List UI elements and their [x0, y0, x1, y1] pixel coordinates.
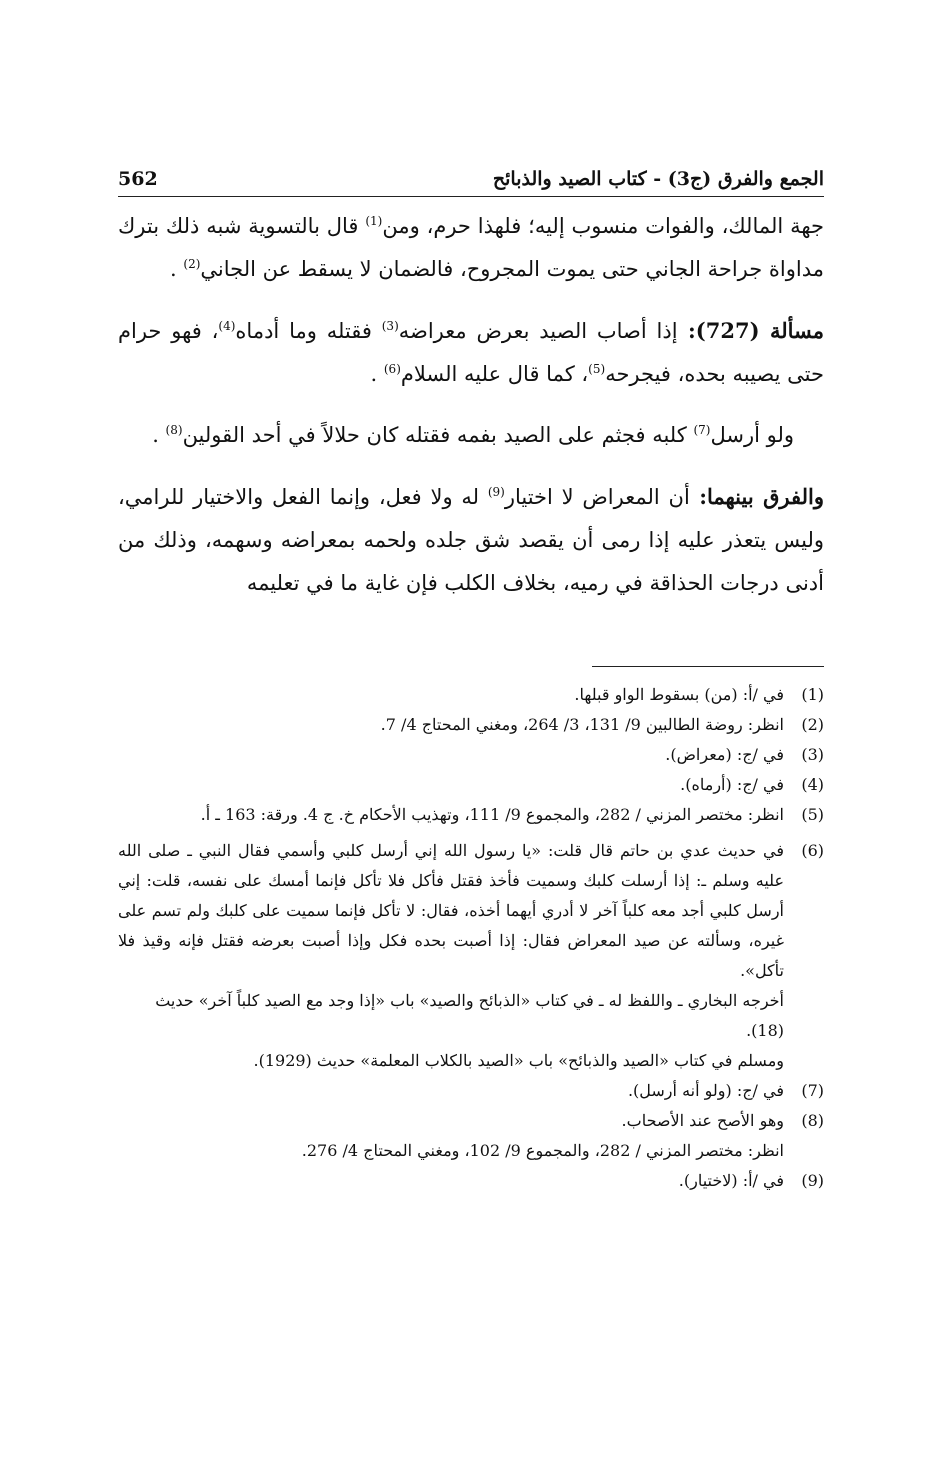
issue-heading: مسألة (727):: [677, 318, 824, 343]
footnote-number: (6): [801, 841, 824, 860]
footnote-text: في /أ: (من) بسقوط الواو قبلها.: [574, 685, 784, 704]
running-header: [118, 150, 824, 190]
footnote-number: (5): [801, 805, 824, 824]
paragraph: [118, 414, 824, 457]
footnote-text: في /ج: (أرماه).: [680, 775, 784, 794]
footnote-number: (2): [801, 715, 824, 734]
text-run: ، فهو حرام حتى يصيبه بحده، فيجرحه: [118, 319, 824, 386]
footnote-number: (3): [801, 745, 824, 764]
footnote: [118, 1106, 824, 1136]
footnote-text: في /ج: (ولو أنه أرسل).: [627, 1081, 784, 1100]
footnote-marker: (9): [487, 485, 505, 499]
running-title: الجمع والفرق (ج3) - كتاب الصيد والذبائح: [492, 168, 824, 190]
paragraph: [118, 475, 824, 605]
footnote-continuation: انظر: مختصر المزني / 282، والمجموع 9/ 102، ومغني المحتاج 4/ 276.: [301, 1141, 784, 1160]
footnote-continuation: ومسلم في كتاب «الصيد والذبائح» باب «الصيد بالكلاب المعلمة» حديث (1929).: [253, 1051, 784, 1070]
text-run: أن المعراض لا اختيار: [504, 485, 690, 509]
footnote-text: وهو الأصح عند الأصحاب.: [621, 1111, 784, 1130]
footnote-number: (9): [801, 1171, 824, 1190]
footnote: [118, 770, 824, 800]
footnote-text: في /أ: (لاختيار).: [678, 1171, 784, 1190]
text-run: .: [370, 362, 384, 386]
page-number: 562: [118, 168, 158, 190]
footnote-text: في حديث عدي بن حاتم قال قلت: «يا رسول الله إني أرسل كلبي وأسمي فقال النبي ـ صلى الله عليه وسلم ـ: إذا أرسلت كلبك وسميت فأخذ فقتل فأكل فلا تأكل فإنما أمسك على نفسه، قلت: إني أرسل كلبي أجد معه كلباً آخر لا أدري أيهما أخذه، فقال: لا تأكل فإنما سميت على كلبك ولم تسم على غيره، وسألته عن صيد المعراض فقال: إذا أصبت بحده فكل وإذا أصبت بعرضه فقتل فإنه وقيذ فلا تأكل».: [118, 841, 785, 980]
footnote: [118, 680, 824, 710]
footnote-marker: (7): [693, 423, 711, 437]
main-text: [118, 205, 824, 605]
footnote-continuation: أخرجه البخاري ـ واللفظ له ـ في كتاب «الذبائح والصيد» باب «إذا وجد مع الصيد كلباً آخر» حديث (18).: [155, 991, 784, 1040]
text-run: ، كما قال عليه السلام: [400, 362, 589, 386]
footnote-number: (4): [801, 775, 824, 794]
footnote-rule: [592, 666, 824, 667]
footnote-number: (1): [801, 685, 824, 704]
footnote-text: انظر: مختصر المزني / 282، والمجموع 9/ 111، وتهذيب الأحكام خ. ج 4. ورقة: 163 ـ أ.: [200, 805, 784, 824]
footnote-number: (7): [801, 1081, 824, 1100]
footnote-marker: (4): [218, 319, 236, 333]
text-run: كلبه فجثم على الصيد بفمه فقتله كان حلالاً في أحد القولين: [182, 423, 694, 447]
issue-heading: والفرق بينهما:: [689, 484, 824, 509]
paragraph: [118, 309, 824, 396]
text-run: قال بالتسوية شبه ذلك بترك مداواة جراحة الجاني حتى يموت المجروح، فالضمان لا يسقط عن الجاني: [118, 214, 824, 281]
text-run: جهة المالك، والفوات منسوب إليه؛ فلهذا حرم، ومن: [382, 214, 825, 238]
footnote: [118, 836, 824, 986]
footnote-marker: (5): [588, 362, 606, 376]
text-run: .: [170, 257, 184, 281]
footnote-marker: (6): [383, 362, 401, 376]
text-run: ولو أرسل: [710, 423, 794, 447]
footnote: [118, 710, 824, 740]
footnote-text: في /ج: (معراض).: [665, 745, 784, 764]
footnote-marker: (2): [183, 257, 201, 271]
footnote: [118, 1076, 824, 1106]
text-run: له ولا فعل، وإنما الفعل والاختيار للرامي، وليس يتعذر عليه إذا رمى أن يقصد شق جلده ولحمه بمعراضه وسهمه، وذلك من أدنى درجات الحذاقة في رميه، بخلاف الكلب فإن غاية ما في تعليمه: [118, 485, 824, 595]
footnotes: [118, 680, 824, 1196]
footnote-marker: (1): [365, 214, 383, 228]
text-run: فقتله وما أدماه: [235, 319, 382, 343]
text-run: .: [152, 423, 166, 447]
text-run: إذا أصاب الصيد بعرض معراضه: [398, 319, 678, 343]
footnote: [118, 740, 824, 770]
footnote: [118, 1166, 824, 1196]
header-rule: [118, 196, 824, 197]
paragraph: [118, 205, 824, 291]
footnote-marker: (8): [165, 423, 183, 437]
footnote-text: انظر: روضة الطالبين 9/ 131، 3/ 264، ومغني المحتاج 4/ 7.: [380, 715, 784, 734]
footnote-number: (8): [801, 1111, 824, 1130]
footnote: [118, 800, 824, 830]
footnote-marker: (3): [381, 319, 399, 333]
